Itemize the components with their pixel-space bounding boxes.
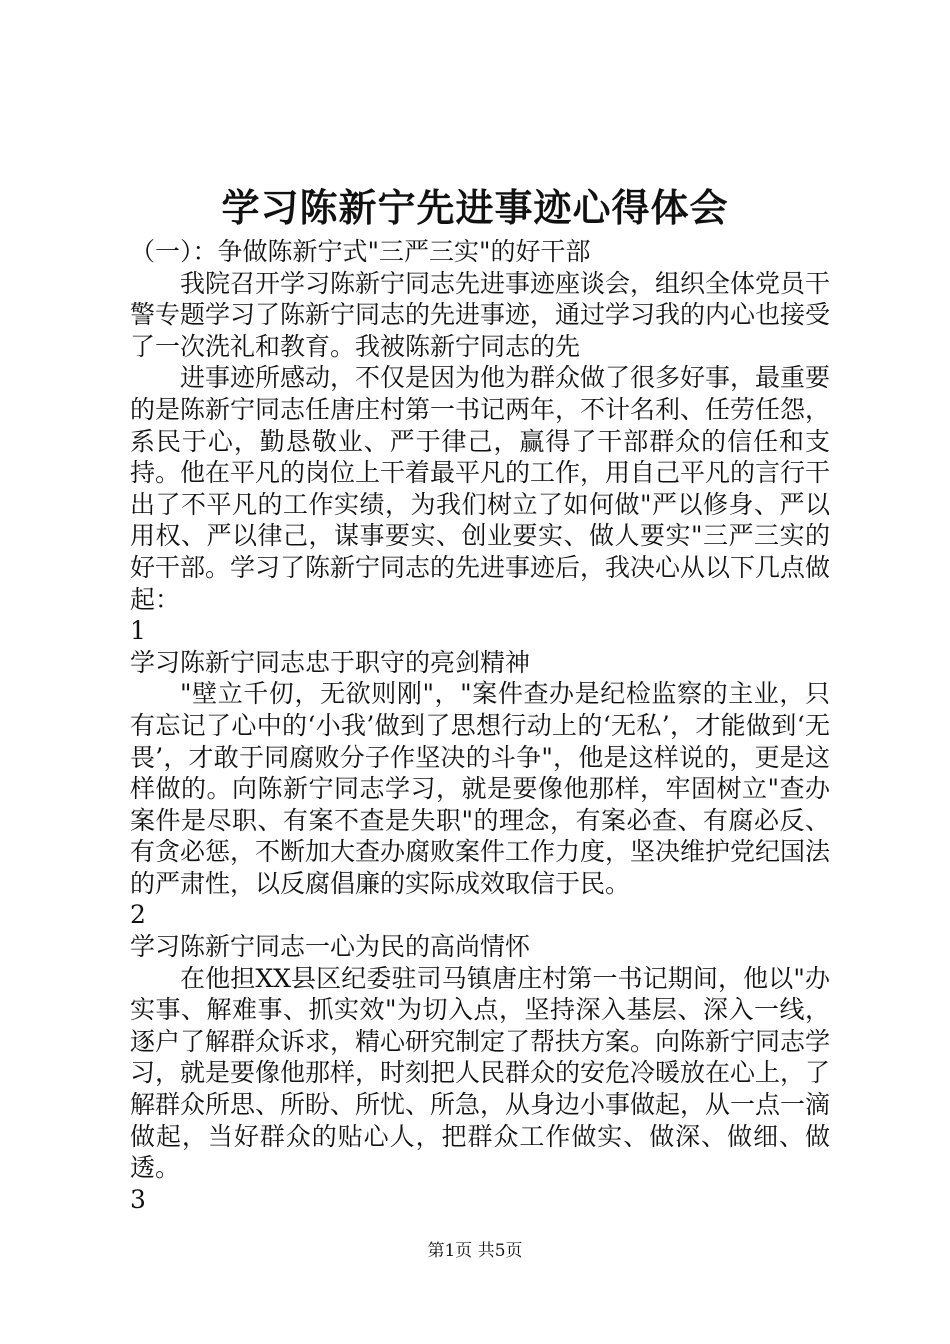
paragraph: "壁立千仞，无欲则刚"，"案件查办是纪检监察的主业，只有忘记了心中的‘小我’做到了思想行动上的‘无私’，才能做到‘无畏’，才敢于同腐败分子作坚决的斗争"，他是这样说的，更是这样做的。向陈新宁同志学习，就是要像他那样，牢固树立"查办案件是尽职、有案不查是失职"的理念，有案必查、有腐必反、有贪必惩，不断加大查办腐败案件工作力度，坚决维护党纪国法的严肃性，以反腐倡廉的实际成效取信于民。	[130, 679, 831, 898]
item-heading: 学习陈新宁同志忠于职守的亮剑精神	[130, 647, 531, 677]
item-heading: 学习陈新宁同志一心为民的高尚情怀	[130, 932, 531, 962]
paragraph: 我院召开学习陈新宁同志先进事迹座谈会，组织全体党员干警专题学习了陈新宁同志的先进事迹，通过学习我的内心也接受了一次洗礼和教育。我被陈新宁同志的先	[130, 268, 831, 361]
item-number: 2	[130, 900, 146, 930]
paragraph: 进事迹所感动，不仅是因为他为群众做了很多好事，最重要的是陈新宁同志任唐庄村第一书记两年，不计名利、任劳任怨，系民于心，勤恳敬业、严于律己，赢得了干部群众的信任和支持。他在平凡的岗位上干着最平凡的工作，用自己平凡的言行干出了不平凡的工作实绩，为我们树立了如何做"严以修身、严以用权、严以律己，谋事要实、创业要实、做人要实"三严三实的好干部。学习了陈新宁同志的先进事迹后，我决心从以下几点做起：	[130, 363, 831, 614]
section-heading: （一）：争做陈新宁式"三严三实"的好干部	[130, 237, 591, 266]
page-footer: 第1页 共5页	[427, 1241, 523, 1261]
item-number: 3	[130, 1184, 146, 1214]
document-title: 学习陈新宁先进事迹心得体会	[221, 185, 729, 230]
paragraph: 在他担XX县区纪委驻司马镇唐庄村第一书记期间，他以"办实事、解难事、抓实效"为切入点，坚持深入基层、深入一线，逐户了解群众诉求，精心研究制定了帮扶方案。向陈新宁同志学习，就是要像他那样，时刻把人民群众的安危冷暖放在心上，了解群众所思、所盼、所忧、所急，从身边小事做起，从一点一滴做起，当好群众的贴心人，把群众工作做实、做深、做细、做透。	[130, 963, 831, 1183]
item-number: 1	[130, 616, 146, 646]
document-body	[130, 236, 830, 1215]
